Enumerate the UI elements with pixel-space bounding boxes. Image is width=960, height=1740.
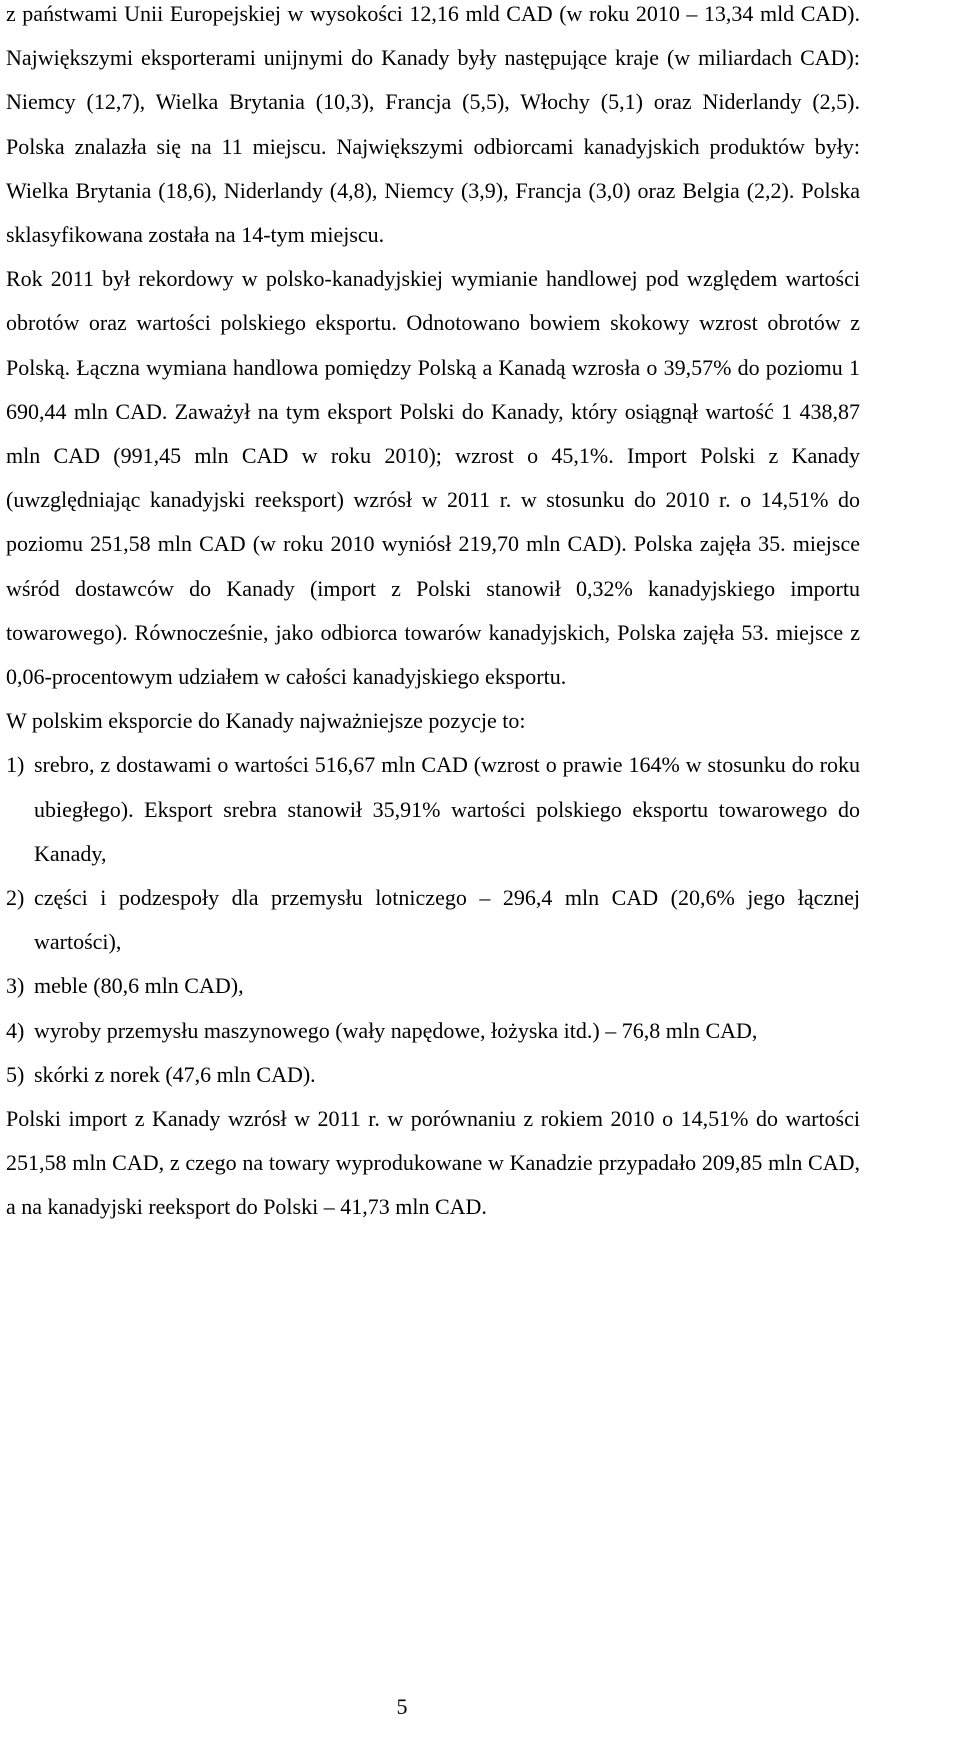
list-item-number: 3)	[6, 973, 25, 999]
list-item-number: 2)	[6, 885, 25, 911]
list-item-text: srebro, z dostawami o wartości 516,67 mln CAD (wzrost o prawie 164% w stosunku do roku ubiegłego). Eksport srebra stanowił 35,91% wartości polskiego eksportu towarowego do Kanady,	[34, 752, 860, 866]
list-item	[6, 964, 860, 1008]
paragraph-import-summary: Polski import z Kanady wzrósł w 2011 r. w porównaniu z rokiem 2010 o 14,51% do wartości 251,58 mln CAD, z czego na towary wyprodukowane w Kanadzie przypadało 209,85 mln CAD, a na kanadyjski reeksport do Polski – 41,73 mln CAD.	[6, 1106, 860, 1220]
paragraph-eu-trade: z państwami Unii Europejskiej w wysokości 12,16 mld CAD (w roku 2010 – 13,34 mld CAD). Największymi eksporterami unijnymi do Kanady były następujące kraje (w miliardach CAD): Niemcy (12,7), Wielka Brytania (10,3), Francja (5,5), Włochy (5,1) oraz Niderlandy (2,5). Polska znalazła się na 11 miejscu. Największymi odbiorcami kanadyjskich produktów były: Wielka Brytania (18,6), Niderlandy (4,8), Niemcy (3,9), Francja (3,0) oraz Belgia (2,2). Polska sklasyfikowana została na 14-tym miejscu.	[6, 1, 860, 248]
paragraph-export-intro: W polskim eksporcie do Kanady najważniejsze pozycje to:	[6, 708, 526, 734]
list-item-text: skórki z norek (47,6 mln CAD).	[34, 1061, 316, 1087]
list-item	[6, 743, 860, 876]
export-items-list	[6, 743, 860, 1097]
list-item	[6, 1009, 860, 1053]
list-item	[6, 876, 860, 964]
page-number: 5	[396, 1694, 408, 1719]
list-item-text: wyroby przemysłu maszynowego (wały napędowe, łożyska itd.) – 76,8 mln CAD,	[34, 1017, 758, 1043]
list-item-number: 5)	[6, 1061, 25, 1087]
list-item-number: 1)	[6, 752, 25, 778]
paragraph-polish-canadian-trade: Rok 2011 był rekordowy w polsko-kanadyjskiej wymianie handlowej pod względem wartości obrotów oraz wartości polskiego eksportu. Odnotowano bowiem skokowy wzrost obrotów z Polską. Łączna wymiana handlowa pomiędzy Polską a Kanadą wzrosła o 39,57% do poziomu 1 690,44 mln CAD. Zaważył na tym eksport Polski do Kanady, który osiągnął wartość 1 438,87 mln CAD (991,45 mln CAD w roku 2010); wzrost o 45,1%. Import Polski z Kanady (uwzględniając kanadyjski reeksport) wzrósł w 2011 r. w stosunku do 2010 r. o 14,51% do poziomu 251,58 mln CAD (w roku 2010 wyniósł 219,70 mln CAD). Polska zajęła 35. miejsce wśród dostawców do Kanady (import z Polski stanowił 0,32% kanadyjskiego importu towarowego). Równocześnie, jako odbiorca towarów kanadyjskich, Polska zajęła 53. miejsce z 0,06-procentowym udziałem w całości kanadyjskiego eksportu.	[6, 266, 860, 690]
list-item	[6, 1053, 860, 1097]
list-item-number: 4)	[6, 1017, 25, 1043]
list-item-text: meble (80,6 mln CAD),	[34, 973, 244, 999]
list-item-text: części i podzespoły dla przemysłu lotniczego – 296,4 mln CAD (20,6% jego łącznej wartości),	[34, 885, 860, 955]
document-page	[6, 0, 860, 1230]
